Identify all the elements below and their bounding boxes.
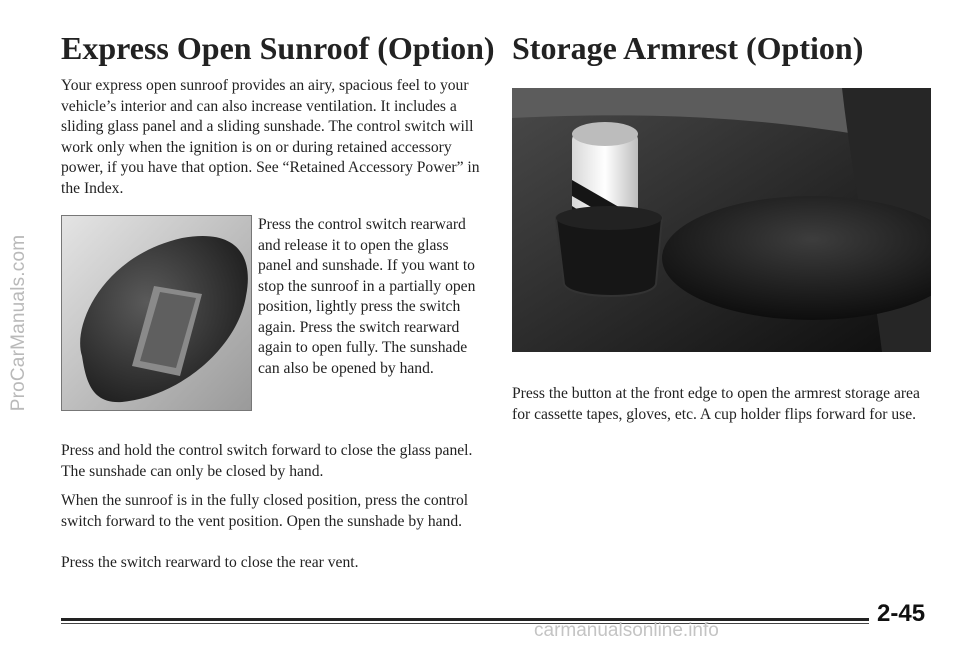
- sunroof-vent-instructions: When the sunroof is in the fully closed position, press the control switch forward to the vent position. Open the sunshade by hand.: [61, 492, 469, 530]
- footer-rule-thick: [61, 618, 869, 621]
- sunroof-close-instructions: Press and hold the control switch forward to close the glass panel. The sunshade can only be closed by hand.: [61, 442, 473, 480]
- sunroof-switch-illustration: [62, 216, 251, 410]
- side-watermark-text: ProCarManuals.com: [8, 234, 29, 412]
- armrest-description: Press the button at the front edge to open the armrest storage area for cassette tapes, gloves, etc. A cup holder flips forward for use.: [512, 385, 920, 423]
- armrest-heading: Storage Armrest (Option): [512, 30, 864, 66]
- side-watermark: [2, 0, 36, 646]
- bottom-watermark: carmanualsonline.info: [534, 620, 719, 641]
- footer-rule-thin: [61, 623, 869, 624]
- sunroof-switch-photo: [61, 215, 252, 411]
- page-number: 2-45: [877, 600, 926, 627]
- sunroof-intro-paragraph: Your express open sunroof provides an airy, spacious feel to your vehicle’s interior and can also increase ventilation. It includes a sliding glass panel and a sliding sunshade. The control switch will work only when the ignition is on or during retained accessory power, if you have that option. See “Retained Accessory Power” in the Index.: [61, 77, 480, 197]
- sunroof-rear-vent-instructions: Press the switch rearward to close the rear vent.: [61, 554, 359, 571]
- armrest-cupholder-illustration: [512, 88, 931, 352]
- sunroof-heading: Express Open Sunroof (Option): [61, 30, 495, 66]
- sunroof-open-instructions: Press the control switch rearward and release it to open the glass panel and sunshade. If you want to stop the sunroof in a partially open position, lightly press the switch again. Press the switch rearward again to open fully. The sunshade can also be opened by hand.: [258, 216, 476, 377]
- armrest-cupholder-photo: [512, 88, 931, 352]
